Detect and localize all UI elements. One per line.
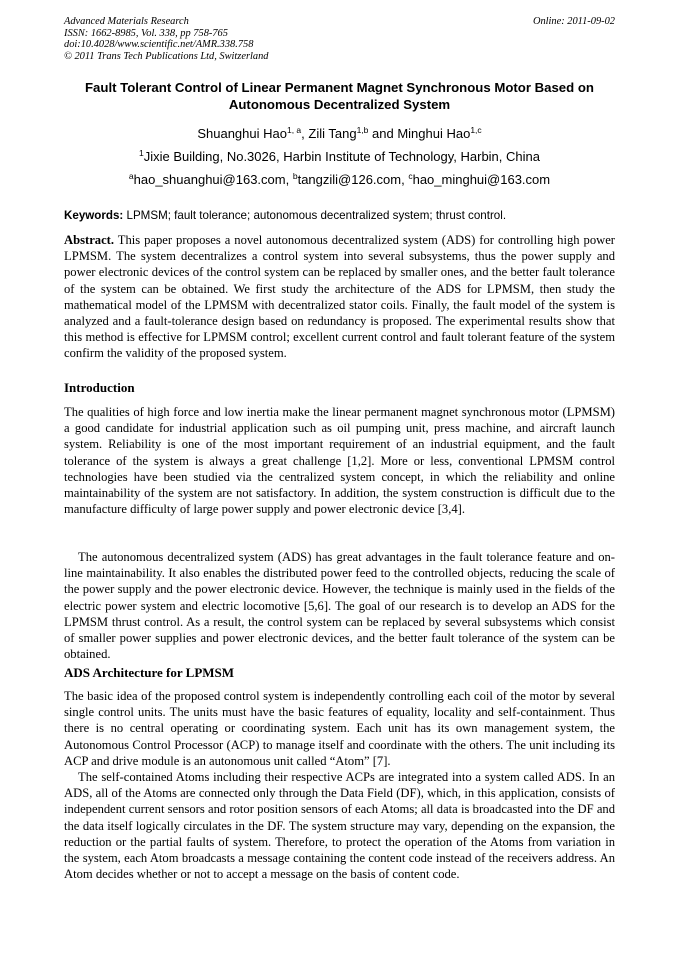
abstract: [64, 232, 615, 362]
author-name: Zili Tang: [308, 126, 357, 141]
email-list: [64, 172, 615, 187]
email-link[interactable]: hao_minghui@163.com: [412, 172, 551, 187]
paper-title: Fault Tolerant Control of Linear Permanent Magnet Synchronous Motor Based on Autonomous Decentralized System: [85, 80, 594, 112]
journal-name: Advanced Materials Research: [64, 16, 189, 27]
email-separator: ,: [401, 172, 409, 187]
affiliation-mark: 1: [139, 148, 144, 158]
introduction-paragraph-1: The qualities of high force and low inertia make the linear permanent magnet synchronous motor (LPMSM) a good candidate for industrial application such as oil pumping unit, press machine, and aircraft launch system. Reliability is one of the most important requirement of an industrial equipment, and the fault tolerance of the system is always a great challenge [1,2]. More or less, conventional LPMSM control technologies have been studied via the centralized system concept, in which the reliability and online maintainability of the system are not satisfactory. In addition, the system construction is difficult due to the manufacture difficulty of large power supply and power electronic device [3,4].: [64, 405, 615, 517]
author-name: Minghui Hao: [397, 126, 471, 141]
journal-doi: doi:10.4028/www.scientific.net/AMR.338.758: [64, 39, 254, 51]
keywords-label: Keywords:: [64, 209, 124, 222]
journal-issn: ISSN: 1662-8985, Vol. 338, pp 758-765: [64, 27, 228, 39]
author-affiliation-mark: 1,b: [356, 125, 369, 135]
email-link[interactable]: tangzili@126.com: [297, 172, 402, 187]
keywords: [64, 209, 615, 222]
email-link[interactable]: hao_shuanghui@163.com: [133, 172, 286, 187]
author-separator: and: [368, 126, 398, 141]
introduction-paragraph-2: The autonomous decentralized system (ADS) has great advantages in the fault tolerance feature and on-line maintainability. It also enables the distributed power feed to the controlled objects, reducing the scale of the power supply and the power electronic device. However, the technique is mainly used in the fields of the electric power system and electric locomotive [5,6]. The goal of our research is to develop an ADS for the LPMSM thrust control. As a result, the control system can be replaced by several subsystems which consist of smaller power supplies and power electronic devices, and the better fault tolerance of the system can be obtained.: [64, 550, 615, 662]
author-list: [64, 126, 615, 141]
email-separator: ,: [285, 172, 293, 187]
author-name: Shuanghui Hao: [197, 126, 287, 141]
abstract-label: Abstract.: [64, 233, 115, 247]
online-date: Online: 2011-09-02: [532, 16, 615, 27]
abstract-text: This paper proposes a novel autonomous decentralized system (ADS) for controlling high power LPMSM. The system decentralizes a control system into several subsystems, thus the power supply and power electronic devices of the control system can be replaced by smaller ones, and the better fault tolerance of the system can be obtained. We first study the architecture of the ADS for LPMSM, then study the mathematical model of the LPMSM with decentralized stator coils. Finally, the fault model of the system is analyzed and a fault-tolerance design based on redundancy is proposed. The experimental results show that this method is effective for LPMSM control; excellent current control and fault tolerant feature of the system confirm the validity of the proposed system.: [64, 233, 615, 361]
author-separator: ,: [301, 126, 309, 141]
ads-architecture-heading: ADS Architecture for LPMSM: [64, 665, 235, 680]
introduction-heading: Introduction: [64, 380, 135, 395]
email-mark: b: [292, 171, 298, 181]
author-affiliation-mark: 1, a: [286, 125, 302, 135]
affiliation-text: Jixie Building, No.3026, Harbin Institute of Technology, Harbin, China: [143, 149, 540, 164]
journal-copyright: © 2011 Trans Tech Publications Ltd, Switzerland: [64, 50, 269, 62]
keywords-text: LPMSM; fault tolerance; autonomous decentralized system; thrust control.: [123, 209, 507, 222]
journal-header: [64, 16, 615, 62]
author-affiliation-mark: 1,c: [470, 125, 482, 135]
ads-architecture-paragraph-2: The self-contained Atoms including their respective ACPs are integrated into a system called ADS. In an ADS, all of the Atoms are connected only through the Data Field (DF), which, in this application, consists of independent current sensors and rotor position sensors of each Atoms; all data is broadcasted into the DF and the data itself logically circulates in the DF. The system structure may vary, depending on the expansion, the reduction or the partial faults of system. Therefore, to protect the operation of the Atoms from variation in the system, each Atom broadcasts a message containing the content code instead of the receivers address. An Atom decides whether or not to accept a message on the basis of content code.: [64, 770, 615, 882]
affiliation: [64, 149, 615, 164]
ads-architecture-paragraph-1: The basic idea of the proposed control system is independently controlling each coil of the motor by several single control units. The units must have the basic features of equality, locality and self-containment. Thus there is no central operating or coordinating system. Each unit has its own management system, the Autonomous Control Processor (ACP) to manage itself and coordinate with the others. The unit including its ACP and drive module is an autonomous unit called “Atom” [7].: [64, 689, 615, 768]
email-mark: a: [128, 171, 134, 181]
email-mark: c: [408, 171, 413, 181]
